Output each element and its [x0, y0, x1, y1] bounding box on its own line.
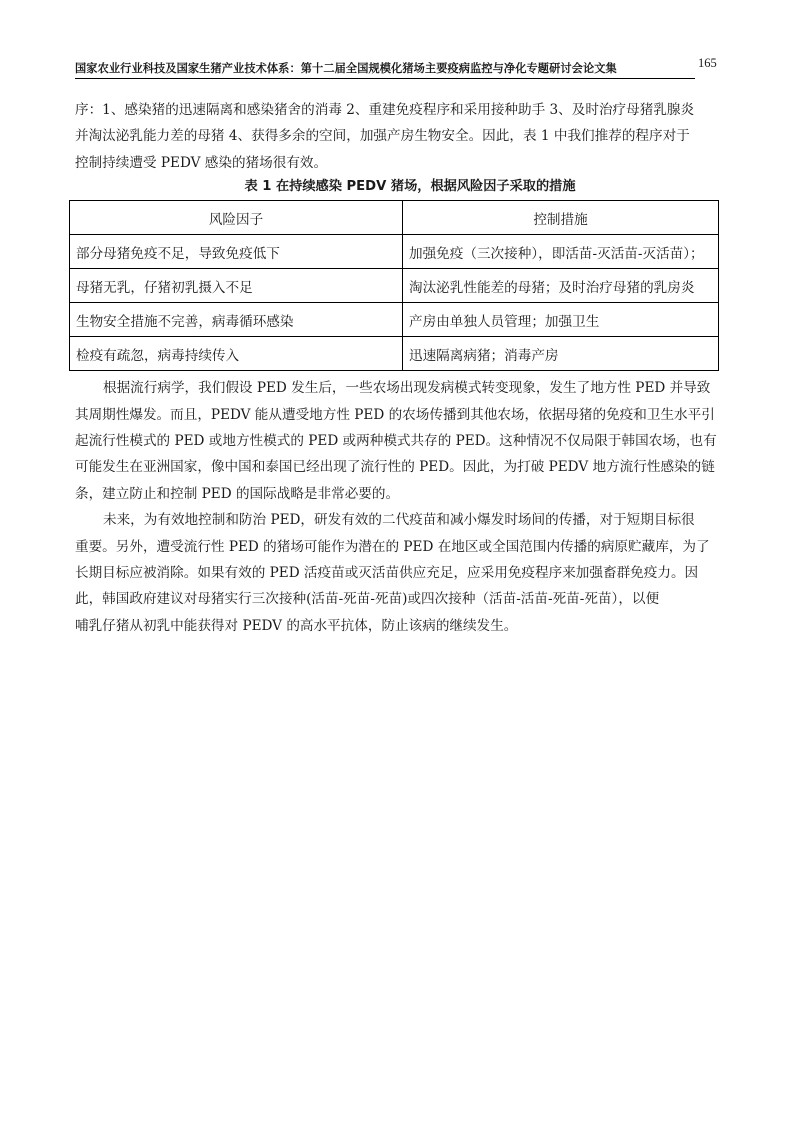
text-line: 可能发生在亚洲国家，像中国和泰国已经出现了流行性的 PED。因此，为打破 PEDV 地方流行性感染的链 [75, 459, 715, 476]
table-cell: 检疫有疏忽，病毒持续传入 [70, 337, 403, 371]
text-line: 起流行性模式的 PED 或地方性模式的 PED 或两种模式共存的 PED。这种情况不仅局限于韩国农场，也有 [75, 433, 717, 450]
text-line: 哺乳仔猪从初乳中能获得对 PEDV 的高水平抗体，防止该病的继续发生。 [75, 617, 518, 634]
paragraph-epidemiology [75, 375, 725, 507]
header-rule [75, 78, 695, 79]
text-line: 长期目标应被消除。如果有效的 PED 活疫苗或灭活苗供应充足，应采用免疫程序来加强畜群免疫力。因 [75, 565, 699, 582]
text-line: 重要。另外，遭受流行性 PED 的猪场可能作为潜在的 PED 在地区或全国范围内传播的病原贮藏库，为了 [75, 538, 710, 555]
text-line: 控制持续遭受 PEDV 感染的猪场很有效。 [75, 154, 328, 171]
risk-factor-table [69, 200, 719, 371]
paragraph-intro [75, 97, 725, 176]
page-number: 165 [698, 56, 717, 70]
text-line: 序：1、感染猪的迅速隔离和感染猪舍的消毒 2、重建免疫程序和采用接种助手 3、及时治疗母猪乳腺炎 [75, 102, 695, 118]
table-cell: 生物安全措施不完善，病毒循环感染 [70, 303, 403, 337]
table-row [70, 235, 719, 269]
table-cell: 淘汰泌乳性能差的母猪；及时治疗母猪的乳房炎 [403, 269, 719, 303]
table-cell: 母猪无乳，仔猪初乳摄入不足 [70, 269, 403, 303]
table-cell: 加强免疫（三次接种），即活苗-灭活苗-灭活苗）； [403, 235, 719, 269]
column-header-measure: 控制措施 [403, 201, 719, 235]
text-line: 未来，为有效地控制和防治 PED，研发有效的二代疫苗和减小爆发时场间的传播，对于短期目标很 [103, 512, 695, 529]
text-line: 条，建立防止和控制 PED 的国际战略是非常必要的。 [75, 485, 400, 502]
table-header-row [70, 201, 719, 235]
running-header [75, 56, 695, 80]
table-row [70, 269, 719, 303]
table-row [70, 303, 719, 337]
article-body [75, 97, 725, 639]
text-line: 此，韩国政府建议对母猪实行三次接种(活苗-死苗-死苗)或四次接种（活苗-活苗-死苗-死苗），以便 [75, 591, 660, 608]
column-header-risk: 风险因子 [70, 201, 403, 235]
table-cell: 产房由单独人员管理；加强卫生 [403, 303, 719, 337]
table-cell: 部分母猪免疫不足，导致免疫低下 [70, 235, 403, 269]
text-line: 并淘汰泌乳能力差的母猪 4、获得多余的空间，加强产房生物安全。因此，表 1 中我们推荐的程序对于 [75, 128, 690, 145]
paragraph-future [75, 507, 725, 639]
table-row [70, 337, 719, 371]
table-cell: 迅速隔离病猪；消毒产房 [403, 337, 719, 371]
text-line: 根据流行病学，我们假设 PED 发生后，一些农场出现发病模式转变现象，发生了地方性 PED 并导致 [103, 380, 711, 397]
text-line: 其周期性爆发。而且，PEDV 能从遭受地方性 PED 的农场传播到其他农场，依据母猪的免疫和卫生水平引 [75, 406, 715, 423]
table-caption: 表 1 在持续感染 PEDV 猪场，根据风险因子采取的措施 [244, 179, 576, 195]
header-title: 国家农业行业科技及国家生猪产业技术体系：第十二届全国规模化猪场主要疫病监控与净化专题研讨会论文集 [75, 62, 617, 75]
